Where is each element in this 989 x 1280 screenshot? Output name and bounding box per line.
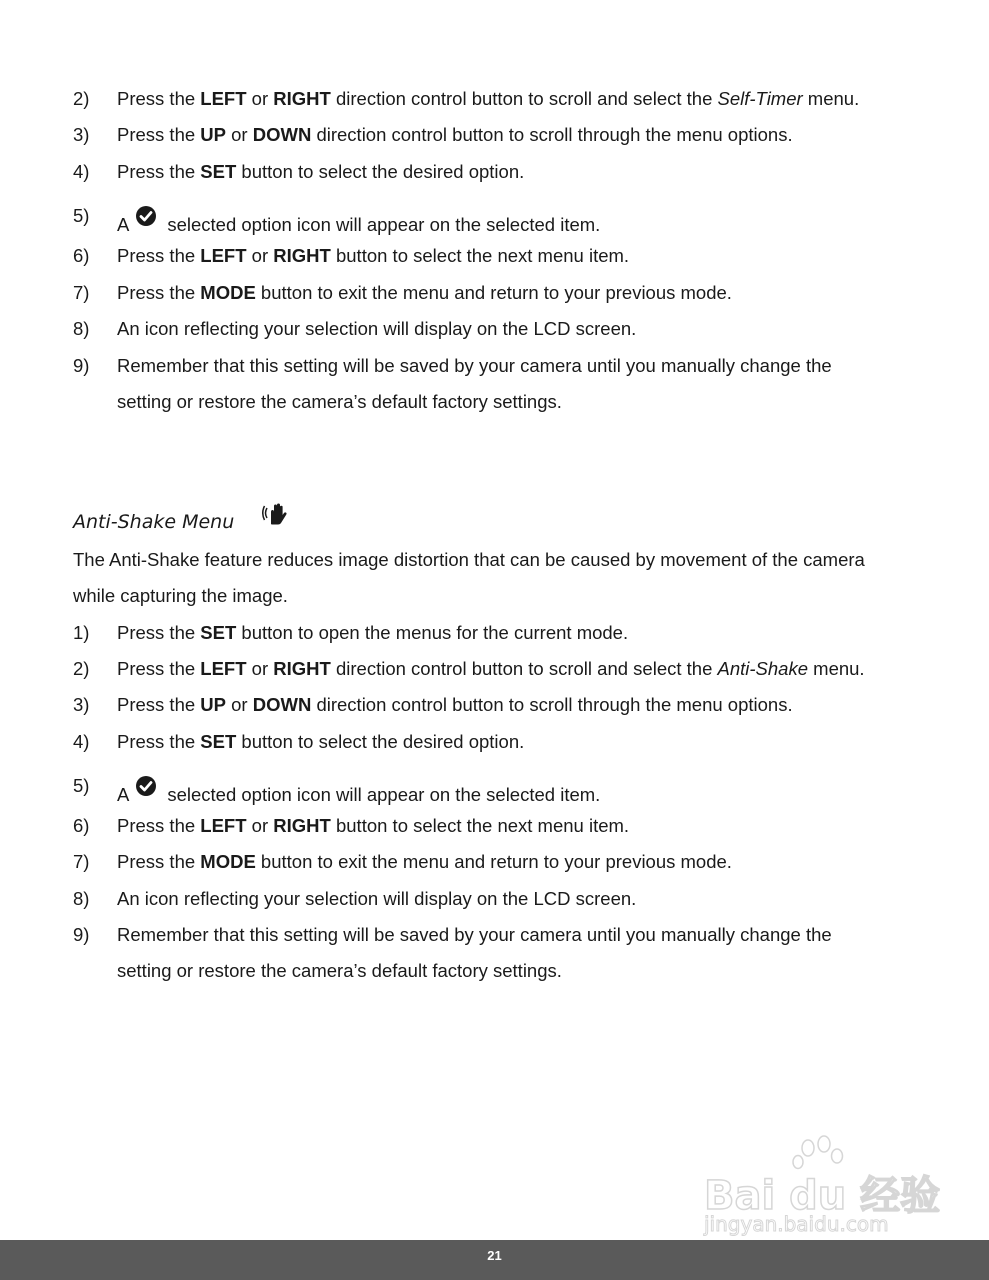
step-text: Press the UP or DOWN direction control button to scroll through the menu options.	[117, 124, 793, 145]
step-text: An icon reflecting your selection will display on the LCD screen.	[117, 888, 637, 909]
step-number: 1)	[73, 622, 90, 643]
step-text: Press the LEFT or RIGHT direction control button to scroll and select the Anti-Shake menu.	[117, 658, 865, 679]
step-text: Remember that this setting will be saved by your camera until you manually change the	[117, 355, 832, 376]
anti-shake-hand-icon	[262, 502, 288, 526]
step-text: Press the LEFT or RIGHT direction control button to scroll and select the Self-Timer menu.	[117, 88, 860, 109]
step-text-pre: A	[117, 214, 130, 235]
step-text: setting or restore the camera’s default factory settings.	[117, 960, 562, 981]
step-number: 2)	[73, 88, 90, 109]
step-number: 9)	[73, 355, 90, 376]
step-number: 3)	[73, 124, 90, 145]
step-number: 7)	[73, 851, 90, 872]
step-text: setting or restore the camera’s default factory settings.	[117, 391, 562, 412]
step-text: An icon reflecting your selection will display on the LCD screen.	[117, 318, 637, 339]
step-number: 6)	[73, 245, 90, 266]
step-text: Press the SET button to select the desired option.	[117, 731, 525, 752]
step-text-post: selected option icon will appear on the selected item.	[167, 784, 601, 805]
page-number: 21	[487, 1248, 502, 1263]
checkmark-icon	[135, 205, 157, 227]
checkmark-icon	[135, 775, 157, 797]
step-text: Press the LEFT or RIGHT button to select the next menu item.	[117, 815, 630, 836]
step-text: Press the MODE button to exit the menu and return to your previous mode.	[117, 282, 732, 303]
step-text: Press the SET button to open the menus for the current mode.	[117, 622, 629, 643]
step-number: 8)	[73, 318, 90, 339]
step-number: 4)	[73, 161, 90, 182]
step-number: 5)	[73, 775, 90, 796]
watermark-logo: Bai du 经验	[704, 1173, 941, 1219]
step-text: Remember that this setting will be saved by your camera until you manually change the	[117, 924, 832, 945]
step-number: 6)	[73, 815, 90, 836]
section-heading: Anti-Shake Menu	[73, 511, 235, 533]
baidu-watermark	[700, 1130, 941, 1240]
step-number: 5)	[73, 205, 90, 226]
step-text: Press the LEFT or RIGHT button to select the next menu item.	[117, 245, 630, 266]
step-text	[117, 775, 600, 806]
step-number: 2)	[73, 658, 90, 679]
step-text-pre: A	[117, 784, 130, 805]
step-number: 7)	[73, 282, 90, 303]
step-number: 8)	[73, 888, 90, 909]
step-text: Press the SET button to select the desired option.	[117, 161, 525, 182]
step-text: Press the MODE button to exit the menu and return to your previous mode.	[117, 851, 732, 872]
watermark-url: jingyan.baidu.com	[704, 1212, 889, 1236]
step-number: 3)	[73, 694, 90, 715]
step-number: 9)	[73, 924, 90, 945]
page-footer	[0, 1240, 989, 1280]
intro-paragraph-line: The Anti-Shake feature reduces image distortion that can be caused by movement of the camera	[73, 549, 865, 570]
step-text-post: selected option icon will appear on the selected item.	[167, 214, 601, 235]
step-text: Press the UP or DOWN direction control button to scroll through the menu options.	[117, 694, 793, 715]
intro-paragraph-line: while capturing the image.	[73, 585, 288, 606]
step-number: 4)	[73, 731, 90, 752]
step-text	[117, 205, 600, 236]
